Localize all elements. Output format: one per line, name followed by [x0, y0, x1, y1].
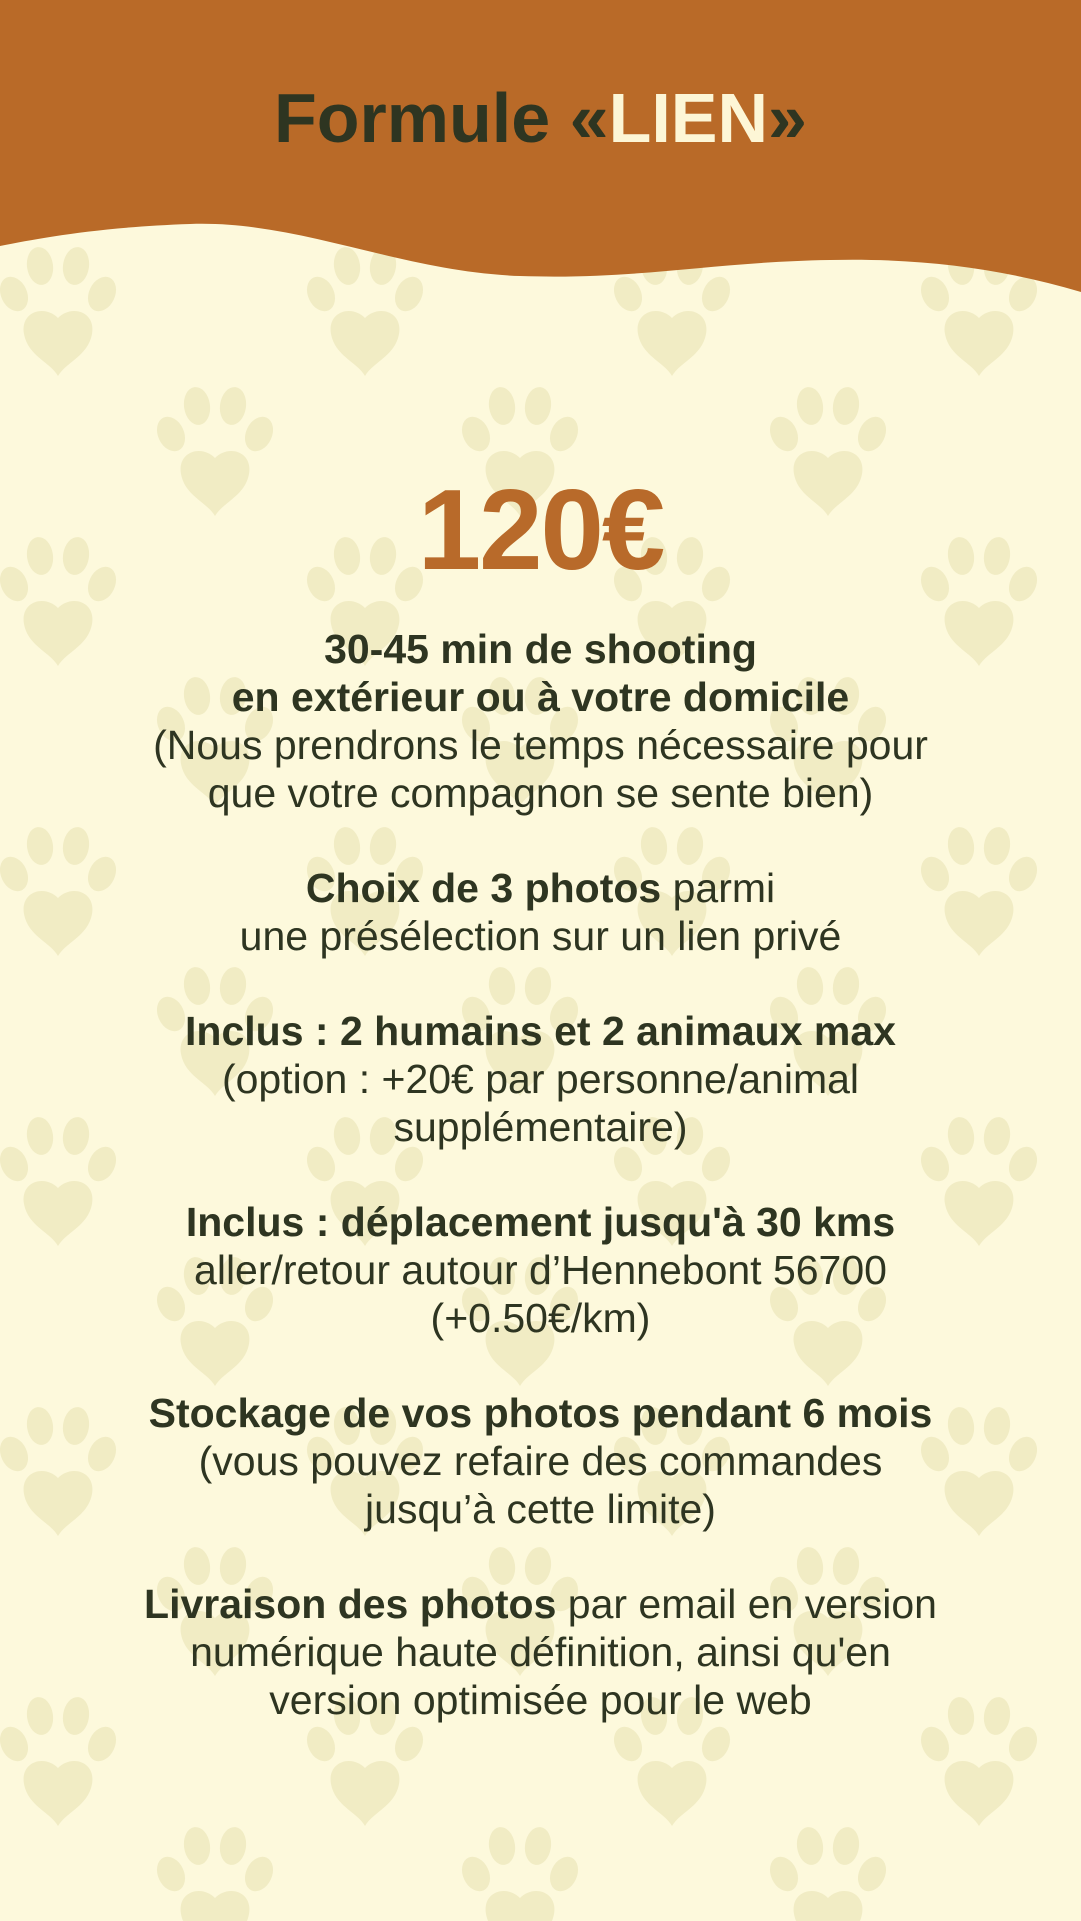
- feature-description: version optimisée pour le web: [269, 1677, 812, 1723]
- feature-title: Inclus : 2 humains et 2 animaux max: [185, 1008, 896, 1054]
- feature-description: (vous pouvez refaire des commandes: [198, 1438, 883, 1484]
- price: 120€: [417, 467, 664, 594]
- feature-description: numérique haute définition, ainsi qu'en: [190, 1629, 891, 1675]
- feature-title: Livraison des photos: [144, 1581, 557, 1627]
- feature-travel-included: [60, 1198, 1021, 1342]
- feature-title: Stockage de vos photos pendant 6 mois: [148, 1390, 933, 1436]
- features-list: [60, 625, 1021, 1771]
- feature-description: que votre compagnon se sente bien): [207, 770, 874, 816]
- feature-description: (+0.50€/km): [430, 1295, 651, 1341]
- feature-title: 30-45 min de shooting: [324, 626, 757, 672]
- feature-description: une présélection sur un lien privé: [239, 913, 842, 959]
- feature-description: aller/retour autour d’Hennebont 56700: [194, 1247, 887, 1293]
- feature-description: jusqu’à cette limite): [365, 1486, 716, 1532]
- formula-name: LIEN: [608, 79, 769, 157]
- feature-description: (Nous prendrons le temps nécessaire pour: [153, 722, 928, 768]
- feature-people-included: [60, 1007, 1021, 1151]
- feature-shooting: [60, 625, 1021, 817]
- feature-description: supplémentaire): [393, 1104, 688, 1150]
- feature-description: parmi: [661, 865, 776, 911]
- page-title: Formule «LIEN»: [274, 79, 807, 157]
- feature-description: par email en version: [556, 1581, 937, 1627]
- feature-title: Inclus : déplacement jusqu'à 30 kms: [185, 1199, 896, 1245]
- feature-title: en extérieur ou à votre domicile: [231, 674, 850, 720]
- feature-storage: [60, 1389, 1021, 1533]
- feature-photo-choice: [60, 864, 1021, 960]
- feature-delivery: [60, 1580, 1021, 1724]
- feature-description: (option : +20€ par personne/animal: [221, 1056, 860, 1102]
- feature-title: Choix de 3 photos: [305, 865, 662, 911]
